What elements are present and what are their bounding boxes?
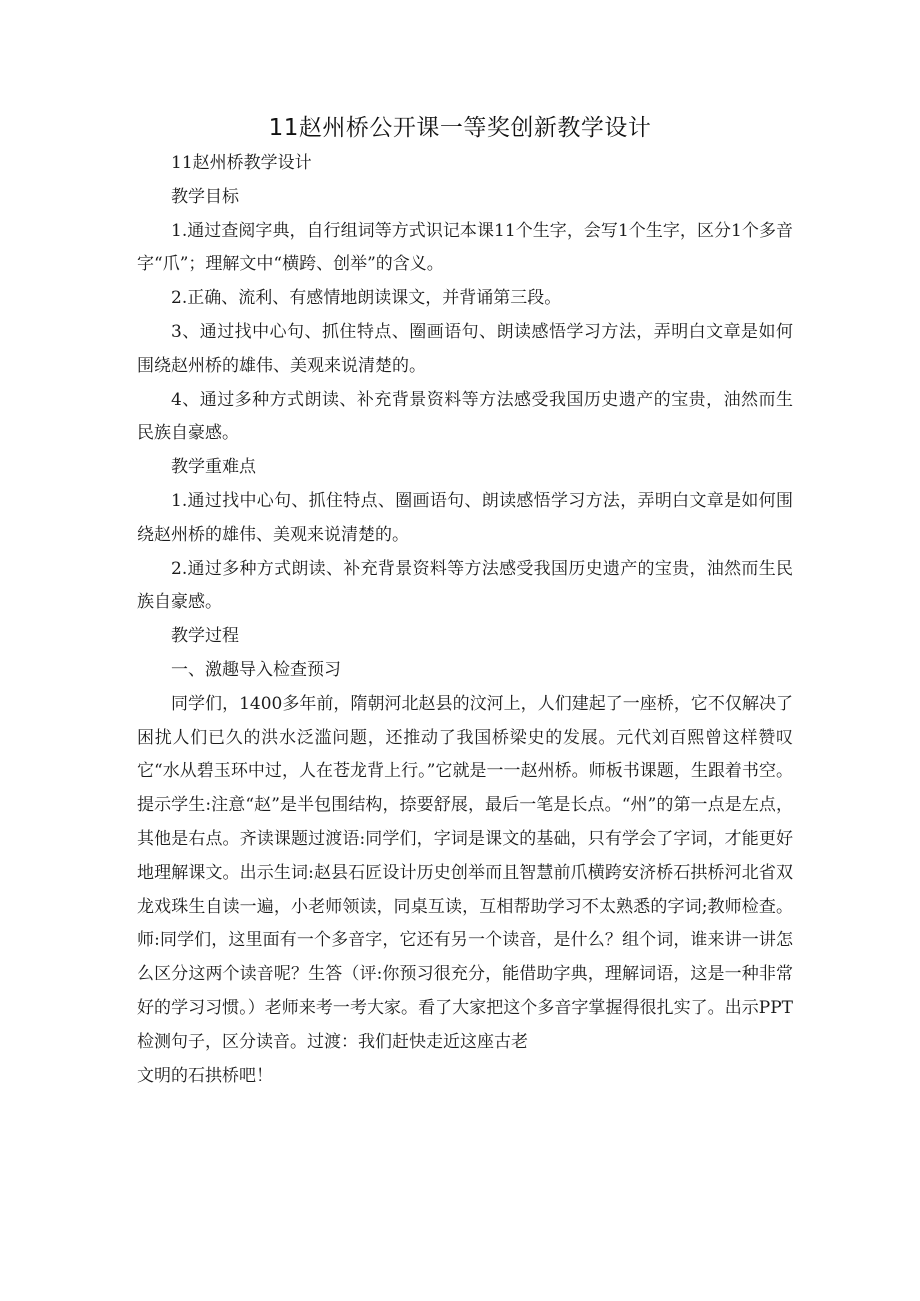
section-heading-key-points: 教学重难点 — [171, 457, 256, 478]
objective-item-3: 3、通过找中心句、抓住特点、圈画语句、朗读感悟学习方法，弄明白文章是如何围绕赵州桥的雄伟、美观来说清楚的。 — [137, 321, 793, 376]
process-closing-line: 文明的石拱桥吧！ — [137, 1065, 273, 1086]
objective-item-2: 2.正确、流利、有感情地朗读课文，并背诵第三段。 — [171, 288, 562, 309]
process-step-heading-1: 一、激趣导入检查预习 — [171, 659, 341, 680]
section-heading-process: 教学过程 — [171, 626, 239, 647]
document-body — [137, 147, 793, 1093]
key-point-item-1: 1.通过找中心句、抓住特点、圈画语句、朗读感悟学习方法，弄明白文章是如何围绕赵州桥的雄伟、美观来说清楚的。 — [137, 490, 793, 545]
subtitle-paragraph: 11赵州桥教学设计 — [171, 153, 312, 173]
document-title: 11赵州桥公开课一等奖创新教学设计 — [268, 115, 652, 141]
objective-item-4: 4、通过多种方式朗读、补充背景资料等方法感受我国历史遗产的宝贵，油然而生民族自豪感。 — [137, 389, 793, 444]
process-body-paragraph: 同学们，1400多年前，隋朝河北赵县的汶河上，人们建起了一座桥，它不仅解决了困扰人们已久的洪水泛滥问题，还推动了我国桥梁史的发展。元代刘百熙曾这样赞叹它“水从碧玉环中过，人在苍龙背上行。”它就是一一赵州桥。师板书课题，生跟着书空。提示学生:注意“赵”是半包围结构，捺要舒展，最后一笔是长点。“州”的第一点是左点，其他是右点。齐读课题过渡语:同学们，字词是课文的基础，只有学会了字词，才能更好地理解课文。出示生词:赵县石匠设计历史创举而且智慧前爪横跨安济桥石拱桥河北省双龙戏珠生自读一遍，小老师领读，同桌互读，互相帮助学习不太熟悉的字词;教师检查。师:同学们，这里面有一个多音字，它还有另一个读音，是什么？组个词，谁来讲一讲怎么区分这两个读音呢？生答（评:你预习很充分，能借助字典，理解词语，这是一种非常好的学习习惯。）老师来考一考大家。看了大家把这个多音字掌握得很扎实了。出示PPT检测句子，区分读音。过渡：我们赶快走近这座古老 — [137, 693, 793, 1052]
section-heading-objectives: 教学目标 — [171, 186, 239, 207]
key-point-item-2: 2.通过多种方式朗读、补充背景资料等方法感受我国历史遗产的宝贵，油然而生民族自豪感。 — [137, 558, 793, 613]
objective-item-1: 1.通过查阅字典，自行组词等方式识记本课11个生字，会写1个生字，区分1个多音字“爪”；理解文中“横跨、创举”的含义。 — [137, 220, 793, 275]
